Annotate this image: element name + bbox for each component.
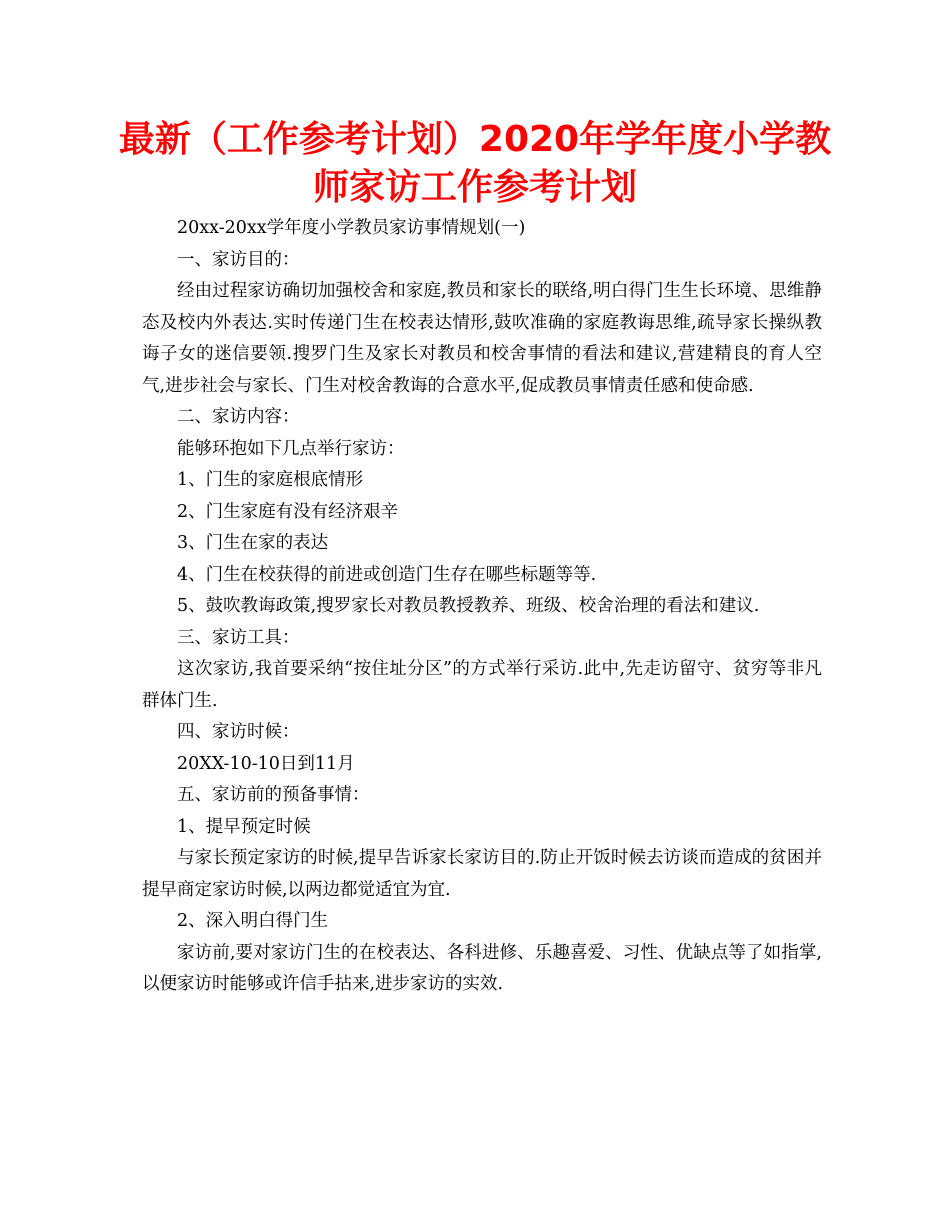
body-paragraph: 与家长预定家访的时候,提早告诉家长家访目的.防止开饭时候去访谈而造成的贫困并提早商定家访时候,以两边都觉适宜为宜. (142, 848, 822, 900)
body-paragraph: 20XX-10-10日到11月 (177, 753, 355, 774)
document-body (142, 213, 822, 1001)
list-item: 3、门生在家的表达 (177, 533, 329, 553)
section-heading: 一、家访目的： (177, 249, 300, 270)
list-item: 2、门生家庭有没有经济艰辛 (177, 501, 399, 522)
body-paragraph: 经由过程家访确切加强校舍和家庭,教员和家长的联络,明白得门生生长环境、思维静态及校内外表达.实时传递门生在校表达情形,鼓吹准确的家庭教诲思维,疏导家长操纵教诲子女的迷信要领.搜罗门生及家长对教员和校舍事情的看法和建议,营建精良的育人空气,进步社会与家长、门生对校舍教诲的合意水平,促成教员事情责任感和使命感. (142, 281, 822, 396)
section-heading: 四、家访时候： (177, 722, 300, 742)
body-paragraph: 能够环抱如下几点举行家访： (177, 438, 405, 459)
list-item: 2、深入明白得门生 (177, 911, 329, 931)
body-paragraph: 这次家访,我首要采纳“按住址分区”的方式举行采访.此中,先走访留守、贫穷等非凡群体门生. (142, 659, 822, 711)
section-heading: 五、家访前的预备事情： (177, 785, 370, 805)
document-title: 最新（工作参考计划）2020年学年度小学教师家访工作参考计划 (118, 119, 832, 208)
body-paragraph: 家访前,要对家访门生的在校表达、各科进修、乐趣喜爱、习性、优缺点等了如指掌,以便家访时能够或许信手拈来,进步家访的实效. (142, 942, 822, 994)
list-item: 4、门生在校获得的前进或创造门生存在哪些标题等等. (177, 564, 597, 585)
list-item: 1、门生的家庭根底情形 (177, 470, 364, 490)
body-paragraph: 20xx-20xx学年度小学教员家访事情规划(一) (177, 218, 526, 238)
list-item: 5、鼓吹教诲政策,搜罗家长对教员教授教养、班级、校舍治理的看法和建议. (177, 596, 760, 616)
section-heading: 二、家访内容： (177, 407, 300, 427)
list-item: 1、提早预定时候 (177, 816, 311, 837)
section-heading: 三、家访工具： (177, 627, 300, 648)
